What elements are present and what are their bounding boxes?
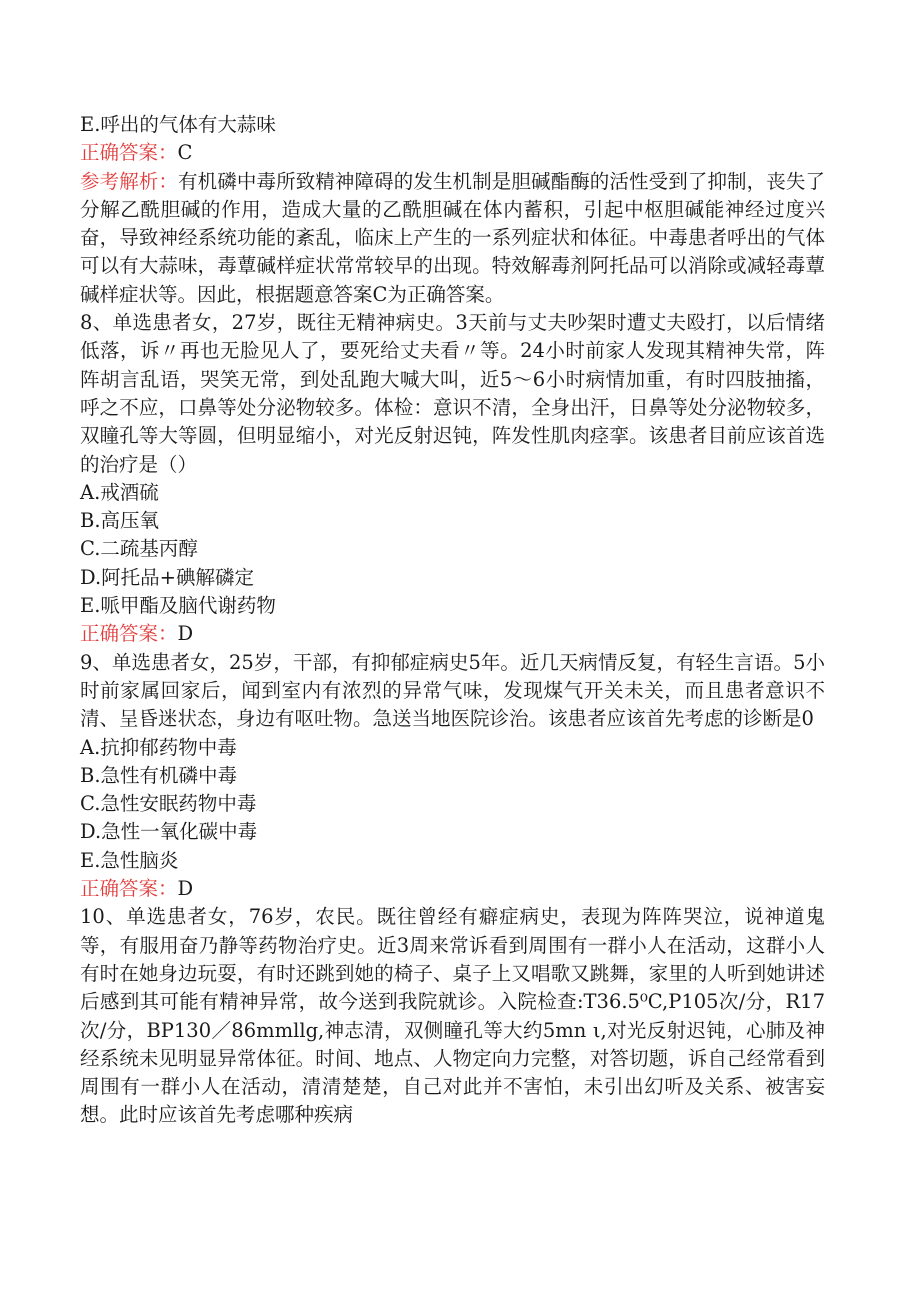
q9-option-d: D.急性一氧化碳中毒: [80, 820, 258, 844]
q9-option-e: E.急性脑炎: [80, 848, 179, 872]
analysis-label: 参考解析：: [80, 169, 179, 193]
q8-option-e: E.哌甲酯及脑代谢药物: [80, 594, 276, 618]
q7-option-e: E.呼出的气体有大蒜味: [80, 113, 276, 136]
q8-option-c: C.二疏基丙醇: [80, 537, 198, 561]
q10-stem: 10、单选患者女，76岁，农民。既往曾经有癖症病史，表现为阵阵哭泣，说神道鬼等，有服用奋乃静等药物治疗史。近3周来常诉看到周围有一群小人在活动，这群小人有时在她身边玩耍，有时还跳到她的椅子、桌子上又唱歌又跳舞，家里的人听到她讲述后感到其可能有精神异常，故今送到我院就诊。入院检查:T36.5⁰C,P105次/分，R17次/分，BP130／86mmllg,神志清，双侧瞳孔等大约5mn ι,对光反射迟钝，心肺及神经系统未见明显异常体征。时间、地点、人物定向力完整，对答切题，诉自己经常看到周围有一群小人在活动，清清楚楚，自己对此并不害怕，未引出幻听及关系、被害妄想。此时应该首先考虑哪种疾病: [80, 905, 825, 1127]
document-body: [80, 111, 825, 1130]
q7-analysis: [80, 168, 825, 309]
q9-option-b: B.急性有机磷中毒: [80, 763, 238, 787]
answer-value: D: [177, 622, 194, 646]
q9-option-c: C.急性安眠药物中毒: [80, 792, 257, 816]
q7-answer: [80, 139, 825, 167]
q9-answer: [80, 875, 825, 903]
answer-value: C: [177, 141, 193, 165]
q9-stem: 9、单选患者女，25岁，干部，有抑郁症病史5年。近几天病情反复，有轻生言语。5小时前家属回家后，闻到室内有浓烈的异常气味，发现煤气开关未关，而且患者意识不清、呈昏迷状态，身边有呕吐物。急送当地医院诊治。该患者应该首先考虑的诊断是0: [80, 650, 825, 731]
answer-label: 正确答案：: [80, 141, 178, 165]
analysis-text: 有机磷中毒所致精神障碍的发生机制是胆碱酯酶的活性受到了抑制，丧失了分解乙酰胆碱的作用，造成大量的乙酰胆碱在体内蓄积，引起中枢胆碱能神经过度兴奋，导致神经系统功能的紊乱，临床上产生的一系列症状和体征。中毒患者呼出的气体可以有大蒜味，毒蕈碱样症状常常较早的出现。特效解毒剂阿托品可以消除或减轻毒蕈碱样症状等。因此，根据题意答案C为正确答案。: [80, 169, 825, 306]
q8-option-a: A.戒酒硫: [80, 480, 159, 504]
q9-option-a: A.抗抑郁药物中毒: [80, 735, 237, 759]
answer-value: D: [177, 877, 194, 901]
q8-option-b: B.高压氧: [80, 509, 160, 533]
answer-label: 正确答案：: [80, 877, 178, 901]
q8-option-d: D.阿托品+碘解磷定: [80, 565, 254, 589]
q8-stem: 8、单选患者女，27岁，既往无精神病史。3天前与丈夫吵架时遭丈夫殴打，以后情绪低落，诉〃再也无脸见人了，要死给丈夫看〃等。24小时前家人发现其精神失常，阵阵胡言乱语，哭笑无常，到处乱跑大喊大叫，近5～6小时病情加重，有时四肢抽搐，呼之不应，口鼻等处分泌物较多。体检：意识不清，全身出汗，日鼻等处分泌物较多，双瞳孔等大等圆，但明显缩小，对光反射迟钝，阵发性肌肉痉挛。该患者目前应该首选的治疗是（）: [80, 311, 825, 476]
answer-label: 正确答案：: [80, 622, 178, 646]
q8-answer: [80, 620, 825, 648]
